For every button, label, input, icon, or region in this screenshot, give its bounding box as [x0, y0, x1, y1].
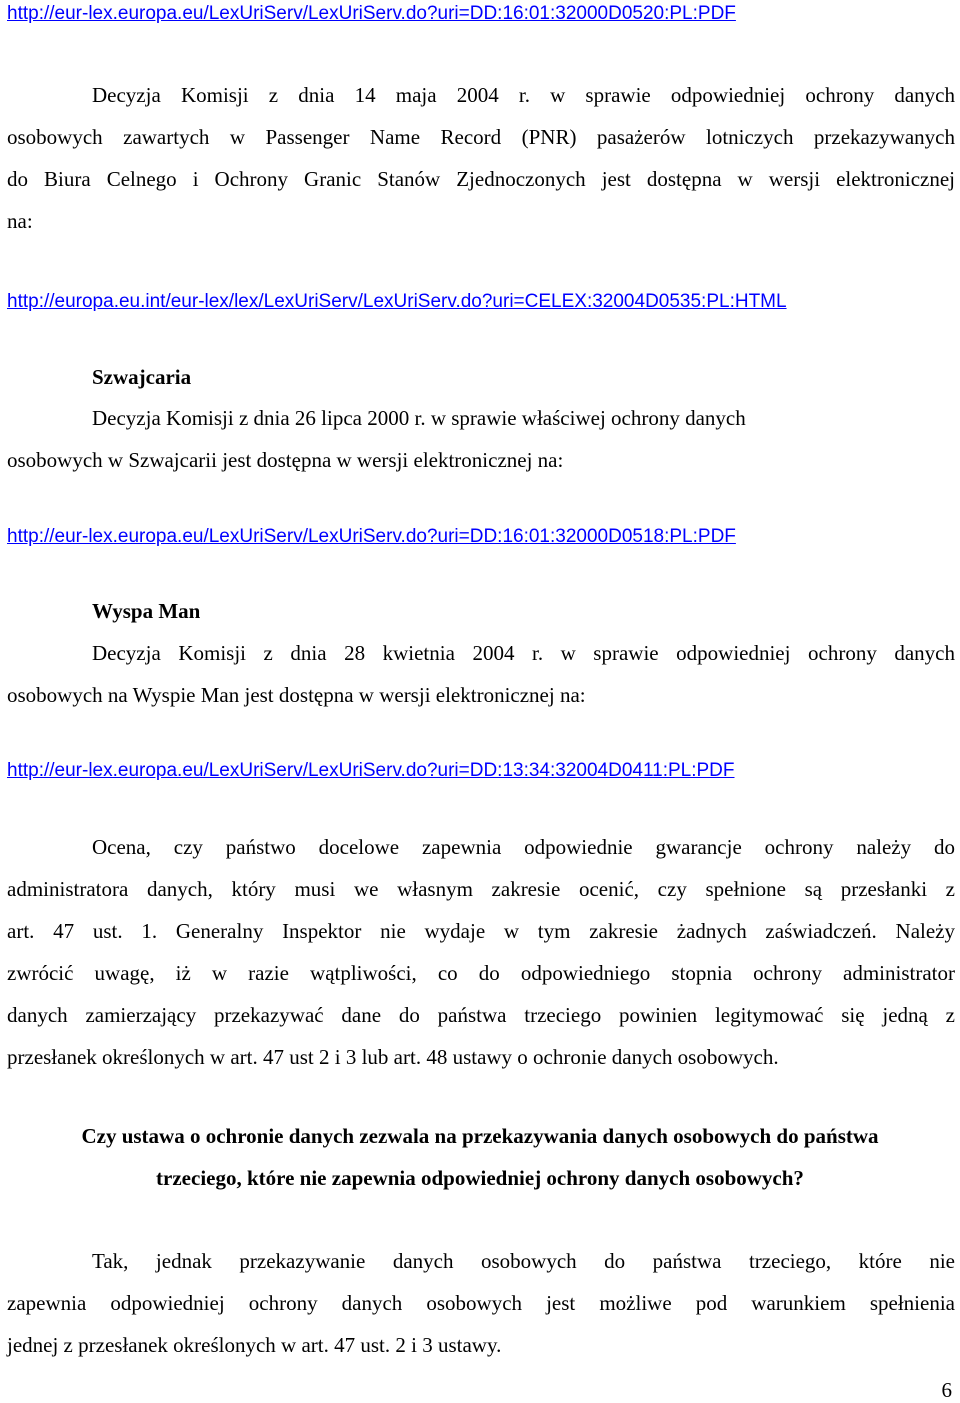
answer-paragraph-line-1: Tak, jednak przekazywanie danych osobowych do państwa trzeciego, które nie [92, 1249, 955, 1273]
assessment-paragraph-line-2: administratora danych, który musi we własnym zakresie ocenić, czy spełnione są przesłanki z [7, 877, 955, 901]
switzerland-paragraph-line-2: osobowych w Szwajcarii jest dostępna w wersji elektronicznej na: [7, 448, 564, 472]
pnr-paragraph-line-3: do Biura Celnego i Ochrony Granic Stanów Zjednoczonych jest dostępna w wersji elektronicznej [7, 167, 955, 191]
europa-celex-link-2004d0535[interactable]: http://europa.eu.int/eur-lex/lex/LexUriServ/LexUriServ.do?uri=CELEX:32004D0535:PL:HTML [7, 291, 787, 312]
question-heading-line-1: Czy ustawa o ochronie danych zezwala na przekazywania danych osobowych do państwa [81, 1124, 879, 1148]
eur-lex-link-2000d0518[interactable]: http://eur-lex.europa.eu/LexUriServ/LexUriServ.do?uri=DD:16:01:32000D0518:PL:PDF [7, 526, 736, 547]
link-line [7, 0, 736, 26]
section-heading-isle-of-man: Wyspa Man [92, 599, 201, 623]
switzerland-paragraph-line-1: Decyzja Komisji z dnia 26 lipca 2000 r. w sprawie właściwej ochrony danych [92, 406, 746, 430]
isle-of-man-paragraph-line-2: osobowych na Wyspie Man jest dostępna w wersji elektronicznej na: [7, 683, 586, 707]
assessment-paragraph-line-6: przesłanek określonych w art. 47 ust 2 i 3 lub art. 48 ustawy o ochronie danych osobowych. [7, 1045, 779, 1069]
page-number: 6 [941, 1378, 952, 1402]
link-line [7, 288, 787, 314]
pnr-paragraph-line-4: na: [7, 209, 33, 233]
question-heading-line-2: trzeciego, które nie zapewnia odpowiedniej ochrony danych osobowych? [156, 1166, 804, 1190]
pnr-paragraph-line-1: Decyzja Komisji z dnia 14 maja 2004 r. w sprawie odpowiedniej ochrony danych [92, 83, 955, 107]
assessment-paragraph-line-1: Ocena, czy państwo docelowe zapewnia odpowiednie gwarancje ochrony należy do [92, 835, 955, 859]
link-line [7, 757, 735, 783]
isle-of-man-paragraph-line-1: Decyzja Komisji z dnia 28 kwietnia 2004 r. w sprawie odpowiedniej ochrony danych [92, 641, 955, 665]
assessment-paragraph-line-3: art. 47 ust. 1. Generalny Inspektor nie wydaje w tym zakresie żadnych zaświadczeń. Należy [7, 919, 955, 943]
answer-paragraph-line-2: zapewnia odpowiedniej ochrony danych osobowych jest możliwe pod warunkiem spełnienia [7, 1291, 955, 1315]
section-heading-switzerland: Szwajcaria [92, 365, 192, 389]
eur-lex-link-2004d0411[interactable]: http://eur-lex.europa.eu/LexUriServ/LexUriServ.do?uri=DD:13:34:32004D0411:PL:PDF [7, 760, 735, 781]
assessment-paragraph-line-4: zwrócić uwagę, iż w razie wątpliwości, co do odpowiedniego stopnia ochrony administrator [7, 961, 955, 985]
link-line [7, 523, 736, 549]
answer-paragraph-line-3: jednej z przesłanek określonych w art. 47 ust. 2 i 3 ustawy. [7, 1333, 502, 1357]
eur-lex-link-2000d0520[interactable]: http://eur-lex.europa.eu/LexUriServ/LexUriServ.do?uri=DD:16:01:32000D0520:PL:PDF [7, 3, 736, 24]
assessment-paragraph-line-5: danych zamierzający przekazywać dane do państwa trzeciego powinien legitymować się jedną z [7, 1003, 955, 1027]
pnr-paragraph-line-2: osobowych zawartych w Passenger Name Record (PNR) pasażerów lotniczych przekazywanych [7, 125, 955, 149]
